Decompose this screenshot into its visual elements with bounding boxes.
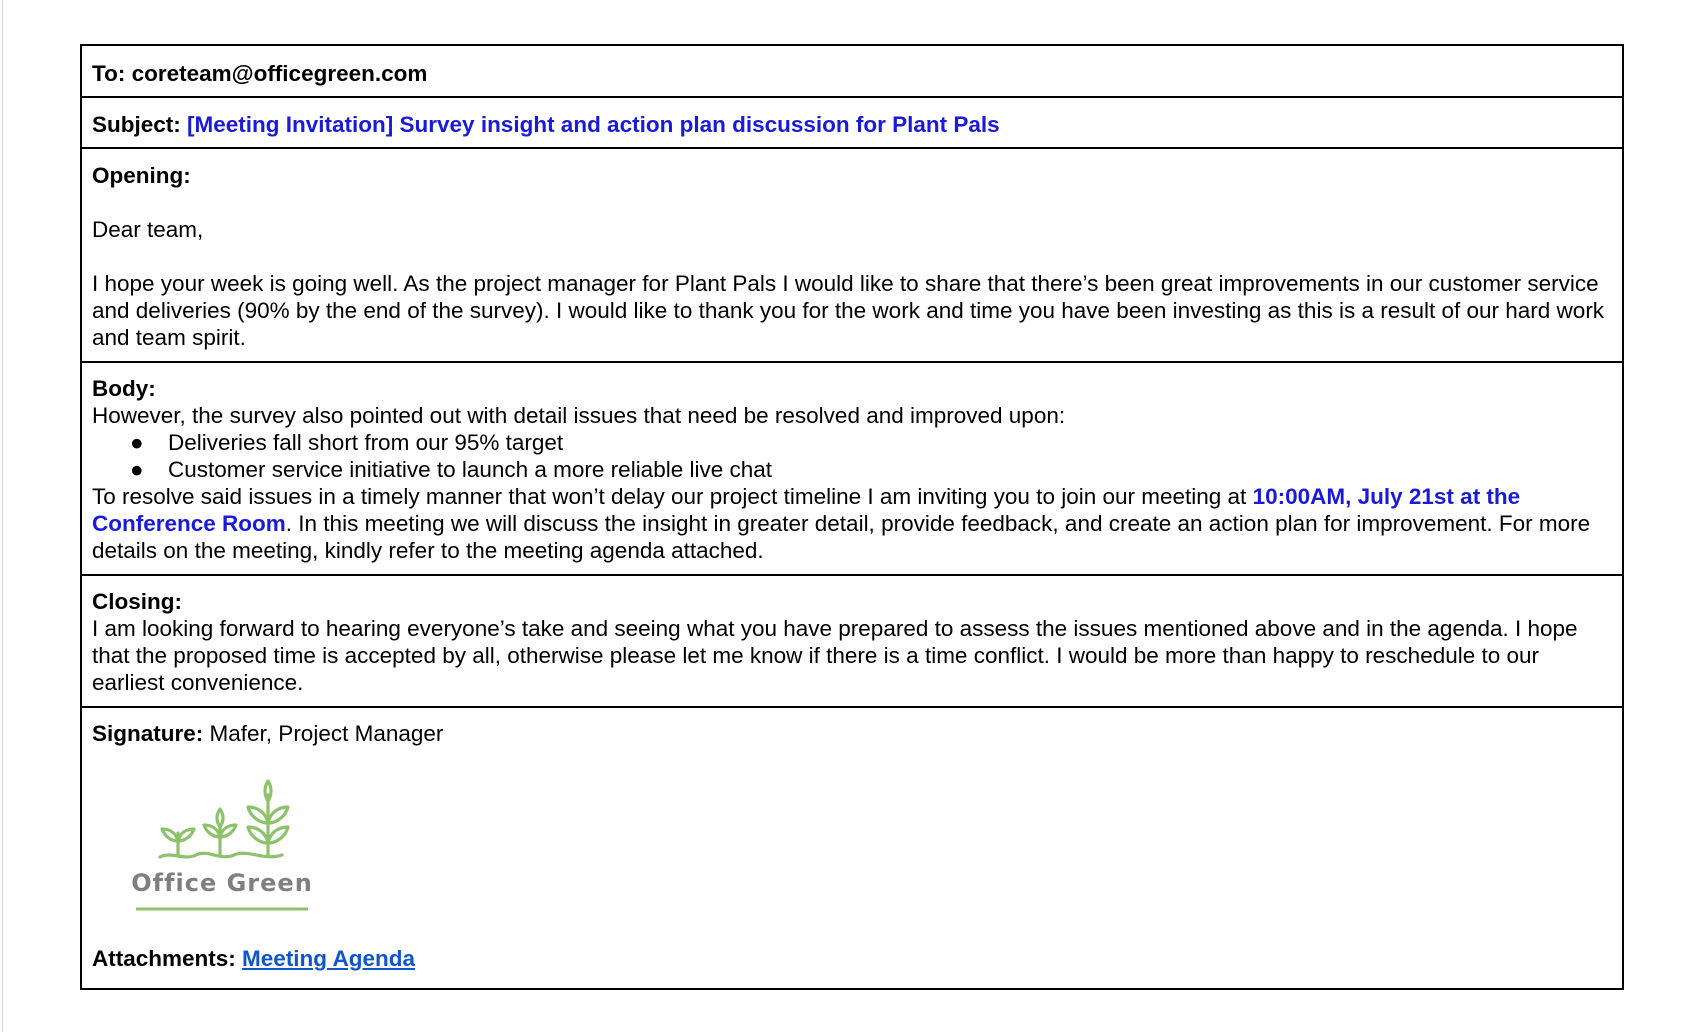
list-item	[130, 456, 1610, 483]
closing-paragraph: I am looking forward to hearing everyone’s take and seeing what you have prepared to assess the issues mentioned above and in the agenda. I hope that the proposed time is accepted by all, otherwise please let me know if there is a time conflict. I would be more than happy to reschedule to our earliest convenience.	[92, 616, 1578, 695]
body-resolve-text: To resolve said issues in a timely manner that won’t delay our project timeline I am inviting you to join our meeting at	[92, 484, 1253, 509]
signature-name: Mafer, Project Manager	[209, 721, 444, 746]
opening-row	[82, 149, 1622, 363]
closing-label: Closing:	[92, 589, 182, 614]
attachments-line	[92, 945, 1610, 972]
body-intro: However, the survey also pointed out with detail issues that need be resolved and improved upon:	[92, 403, 1066, 428]
body-row	[82, 363, 1622, 576]
body-resolve-paragraph	[92, 483, 1610, 564]
list-item	[130, 429, 1610, 456]
opening-paragraph: I hope your week is going well. As the project manager for Plant Pals I would like to share that there’s been great improvements in our customer service and deliveries (90% by the end of the survey). I would like to thank you for the work and time you have been investing as this is a result of our hard work and team spirit.	[92, 271, 1605, 350]
logo-wordmark: Office Green	[132, 869, 313, 897]
subject-label: Subject:	[92, 112, 181, 137]
bullet-icon: ●	[130, 430, 144, 455]
three-sprouts-icon	[132, 775, 332, 923]
meeting-agenda-link[interactable]: Meeting Agenda	[242, 946, 415, 971]
subject-row	[82, 98, 1622, 149]
meeting-time-highlight: 10:00AM, July 21st at the Conference Room	[92, 484, 1521, 536]
subject-text: [Meeting Invitation] Survey insight and action plan discussion for Plant Pals	[187, 112, 1000, 137]
signature-label: Signature:	[92, 721, 204, 746]
issues-list	[92, 429, 1610, 483]
signature-line	[92, 720, 1610, 747]
to-label: To:	[92, 61, 126, 86]
opening-label: Opening:	[92, 163, 191, 188]
body-label: Body:	[92, 376, 156, 401]
email-template-table	[80, 44, 1624, 990]
office-green-logo	[132, 775, 332, 923]
page-left-edge	[2, 0, 3, 1032]
attachments-label: Attachments:	[92, 946, 236, 971]
greeting: Dear team,	[92, 217, 204, 242]
body-resolve-text-end: . In this meeting we will discuss the insight in greater detail, provide feedback, and create an action plan for improvement. For more details on the meeting, kindly refer to the meeting agenda attached.	[92, 511, 1591, 563]
list-item-text: Deliveries fall short from our 95% target	[168, 430, 564, 455]
list-item-text: Customer service initiative to launch a more reliable live chat	[168, 457, 773, 482]
bullet-icon: ●	[130, 457, 144, 482]
to-address: coreteam@officegreen.com	[131, 61, 428, 86]
to-row	[82, 46, 1622, 98]
signature-row	[82, 708, 1622, 988]
closing-row	[82, 576, 1622, 708]
